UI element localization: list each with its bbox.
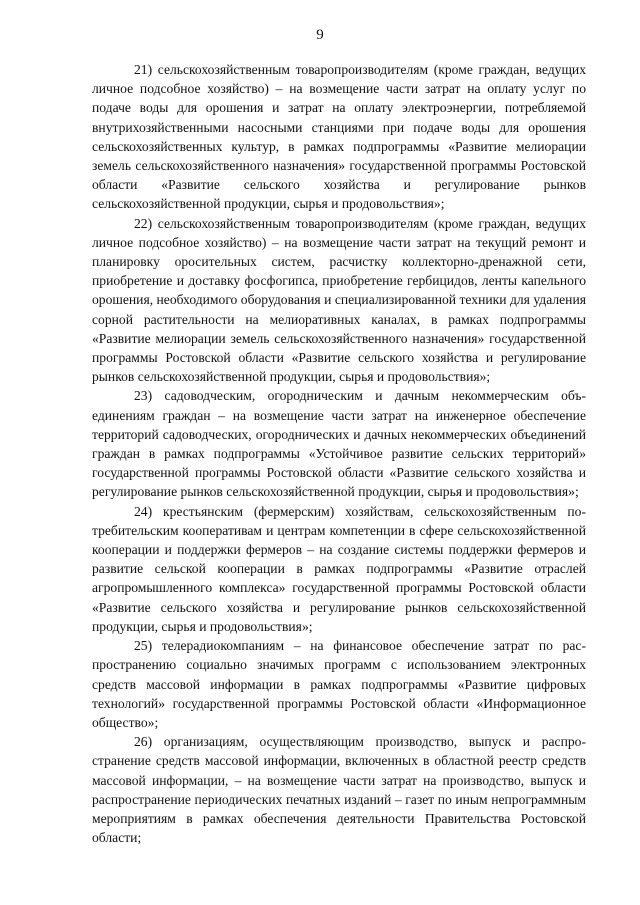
paragraph-item-22: 22) сельскохозяйственным товаропроизводителям (кроме граждан, ведущих личное подсобное хозяйство) – на возмещение части затрат на текущий ремонт и планировку оросительных систем, расчистку коллекторно-дренажной сети, приобретение и доставку фосфогипса, приобретение гербицидов, ленты капельного орошения, необходимого оборудования и специализированной техники для удаления сорной растительности на мелиоративных каналах, в рамках подпрограммы «Развитие мелиорации земель сельскохозяйственного назначения» государственной программы Ростовской области «Развитие сельского хозяйства и регулирование рынков сельскохозяйственной продукции, сырья и продовольствия»;: [92, 215, 586, 385]
paragraph-item-23: 23) садоводческим, огородническим и дачным некоммерческим объединениям граждан – на возмещение части затрат на инженерное обеспечение территорий садоводческих, огороднических и дачных некоммерческих объединений граждан в рамках подпрограммы «Устойчивое развитие сельских территорий» государственной программы Ростовской области «Развитие сельского хозяйства и регулирование рынков сельскохозяйственной продукции, сырья и продовольствия»;: [92, 388, 586, 500]
document-body: [92, 60, 586, 847]
paragraph-item-21: 21) сельскохозяйственным товаропроизводителям (кроме граждан, ведущих личное подсобное хозяйство) – на возмещение части затрат на оплату услуг по подаче воды для орошения и затрат на оплату электроэнергии, потребляемой внутрихозяйственными насосными станциями при подаче воды для орошения сельскохозяйственных культур, в рамках подпрограммы «Развитие мелиорации земель сельскохозяйственного назначения» государственной программы Ростовской области «Развитие сельского хозяйства и регулирование рынков сельскохозяйственной продукции, сырья и продовольствия»;: [92, 62, 586, 212]
paragraph-item-24: 24) крестьянским (фермерским) хозяйствам, сельскохозяйственным потребительским кооперативам и центрам компетенции в сфере сельскохозяйственной кооперации и поддержки фермеров – на создание системы поддержки фермеров и развитие сельской кооперации в рамках подпрограммы «Развитие отраслей агропромышленного комплекса» государственной программы Ростовской области «Развитие сельского хозяйства и регулирование рынков сельскохозяйственной продукции, сырья и продовольствия»;: [92, 503, 586, 634]
paragraph-item-25: 25) телерадиокомпаниям – на финансовое обеспечение затрат по распространению социально значимых программ с использованием электронных средств массовой информации в рамках подпрограммы «Развитие цифровых технологий» государственной программы Ростовской области «Информационное общество»;: [92, 638, 586, 730]
paragraph-item-26: 26) организациям, осуществляющим производство, выпуск и распространение средств массовой информации, включенных в областной реестр средств массовой информации, – на возмещение части затрат на производство, выпуск и распространение периодических печатных изданий – газет по иным непрограммным мероприятиям в рамках обеспечения деятельности Правительства Ростовской области;: [92, 734, 586, 846]
page-number: 9: [316, 27, 324, 43]
